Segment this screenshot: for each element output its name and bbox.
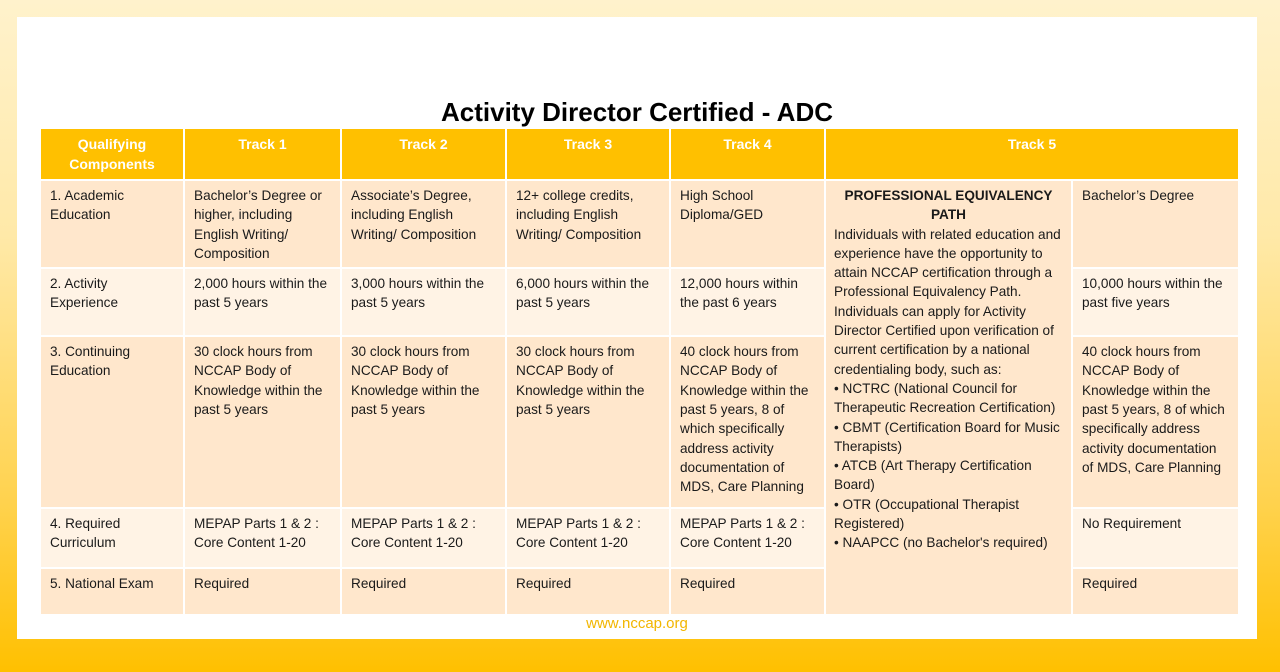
track2-cell: 3,000 hours within the past 5 years bbox=[341, 268, 506, 336]
track5-cell: 10,000 hours within the past five years bbox=[1072, 268, 1239, 336]
header-qualifying-components: Qualifying Components bbox=[40, 128, 184, 180]
track2-cell: Required bbox=[341, 568, 506, 615]
header-track-5: Track 5 bbox=[825, 128, 1239, 180]
component-cell: 1. Academic Education bbox=[40, 180, 184, 268]
track1-cell: Required bbox=[184, 568, 341, 615]
component-cell: 5. National Exam bbox=[40, 568, 184, 615]
track3-cell: 30 clock hours from NCCAP Body of Knowledge within the past 5 years bbox=[506, 336, 670, 508]
table-row bbox=[40, 180, 1239, 268]
track3-cell: Required bbox=[506, 568, 670, 615]
component-cell: 4. Required Curriculum bbox=[40, 508, 184, 568]
component-cell: 2. Activity Experience bbox=[40, 268, 184, 336]
track5-cell: 40 clock hours from NCCAP Body of Knowledge within the past 5 years, 8 of which specifically address activity documentation of MDS, Care Planning bbox=[1072, 336, 1239, 508]
header-track-4: Track 4 bbox=[670, 128, 825, 180]
certification-table bbox=[39, 127, 1240, 616]
track1-cell: 30 clock hours from NCCAP Body of Knowledge within the past 5 years bbox=[184, 336, 341, 508]
track5-cell: Required bbox=[1072, 568, 1239, 615]
track1-cell: MEPAP Parts 1 & 2 : Core Content 1-20 bbox=[184, 508, 341, 568]
track5-cell: No Requirement bbox=[1072, 508, 1239, 568]
page-title: Activity Director Certified - ADC bbox=[441, 97, 833, 127]
track3-cell: 12+ college credits, including English Writing/ Composition bbox=[506, 180, 670, 268]
track1-cell: 2,000 hours within the past 5 years bbox=[184, 268, 341, 336]
header-track-3: Track 3 bbox=[506, 128, 670, 180]
professional-equivalency-path-cell bbox=[825, 180, 1072, 615]
pep-bullet: • NAAPCC (no Bachelor's required) bbox=[834, 535, 1048, 551]
pep-bullet: • CBMT (Certification Board for Music Therapists) bbox=[834, 419, 1060, 454]
track4-cell: Required bbox=[670, 568, 825, 615]
footer-url[interactable]: www.nccap.org bbox=[586, 615, 688, 632]
header-track-2: Track 2 bbox=[341, 128, 506, 180]
track5-cell: Bachelor’s Degree bbox=[1072, 180, 1239, 268]
pep-bullet: • NCTRC (National Council for Therapeutic Recreation Certification) bbox=[834, 380, 1056, 416]
track2-cell: 30 clock hours from NCCAP Body of Knowledge within the past 5 years bbox=[341, 336, 506, 508]
table-header-row bbox=[40, 128, 1239, 180]
pep-bullet: • ATCB (Art Therapy Certification Board) bbox=[834, 458, 1032, 493]
pep-heading: PROFESSIONAL EQUIVALENCY PATH bbox=[844, 188, 1053, 223]
header-track-1: Track 1 bbox=[184, 128, 341, 180]
track3-cell: MEPAP Parts 1 & 2 : Core Content 1-20 bbox=[506, 508, 670, 568]
track3-cell: 6,000 hours within the past 5 years bbox=[506, 268, 670, 336]
component-cell: 3. Continuing Education bbox=[40, 336, 184, 508]
track2-cell: MEPAP Parts 1 & 2 : Core Content 1-20 bbox=[341, 508, 506, 568]
track2-cell: Associate’s Degree, including English Writing/ Composition bbox=[341, 180, 506, 268]
track4-cell: High School Diploma/GED bbox=[670, 180, 825, 268]
track4-cell: 40 clock hours from NCCAP Body of Knowledge within the past 5 years, 8 of which specifically address activity documentation of MDS, Care Planning bbox=[670, 336, 825, 508]
pep-bullet: • OTR (Occupational Therapist Registered) bbox=[834, 496, 1020, 532]
track4-cell: MEPAP Parts 1 & 2 : Core Content 1-20 bbox=[670, 508, 825, 568]
track1-cell: Bachelor’s Degree or higher, including English Writing/ Composition bbox=[184, 180, 341, 268]
track4-cell: 12,000 hours within the past 6 years bbox=[670, 268, 825, 336]
slide bbox=[17, 17, 1257, 639]
pep-intro: Individuals with related education and experience have the opportunity to attain NCCAP certification through a Professional Equivalency Path. Individuals can apply for Activity Director Certified upon verification of current certification by a national credentialing body, such as: bbox=[834, 226, 1061, 377]
